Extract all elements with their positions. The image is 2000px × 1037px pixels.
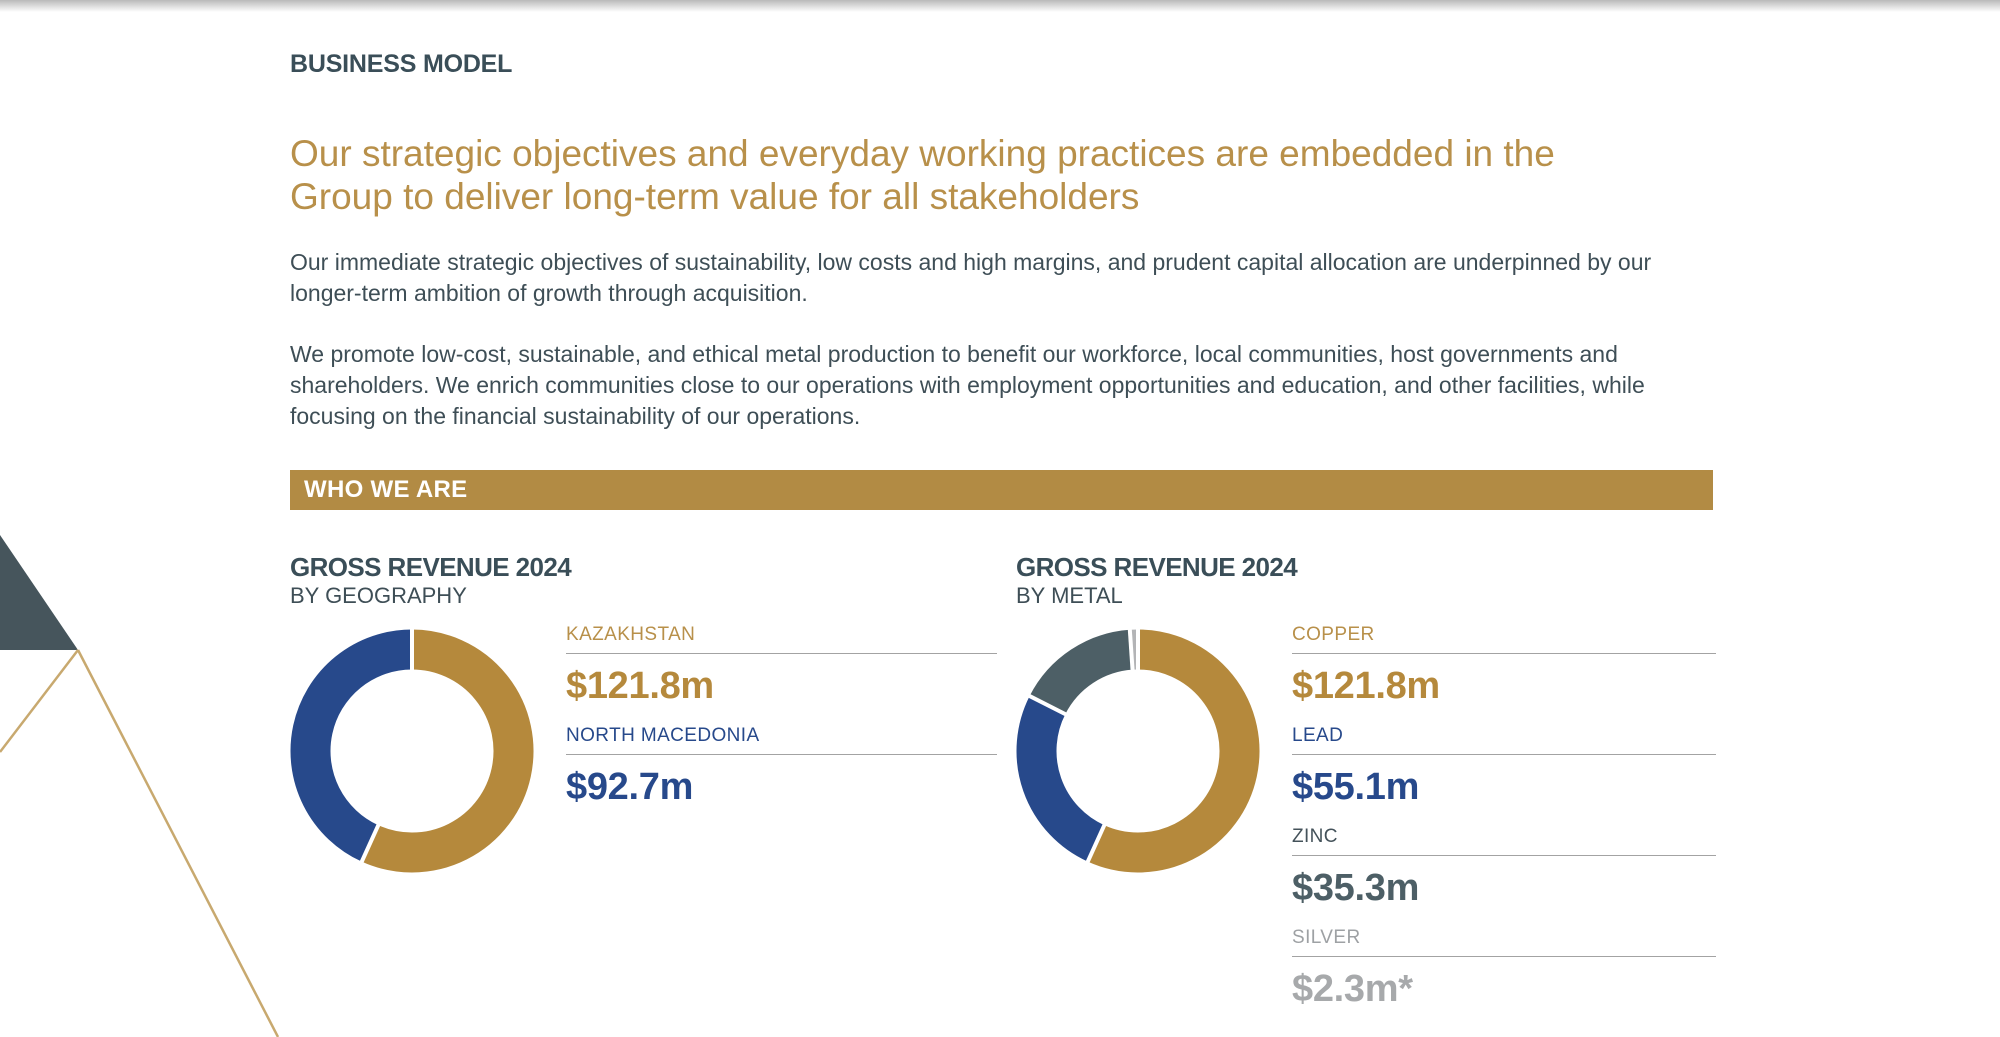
donut-segment-copper [1096, 650, 1239, 853]
legend-value: $121.8m [566, 665, 714, 707]
chart-title: GROSS REVENUE 2024 [1016, 552, 1298, 582]
donut-chart-svg [286, 625, 538, 877]
who-we-are-banner [290, 470, 1713, 510]
donut-by-metal [1012, 625, 1264, 877]
legend-by-geography [566, 623, 997, 825]
legend-label: COPPER [1292, 624, 1375, 645]
legend-rule [1292, 855, 1716, 856]
legend-label: ZINC [1292, 826, 1338, 847]
legend-value: $55.1m [1292, 766, 1420, 808]
page-title-line2: Group to deliver long-term value for all stakeholders [290, 176, 1140, 217]
legend-rule [1292, 956, 1716, 957]
chart-gross-revenue-by-metal [1016, 553, 1716, 1033]
legend-row-silver [1292, 926, 1716, 1011]
legend-value: $92.7m [566, 766, 694, 808]
who-we-are-banner-label: WHO WE ARE [304, 476, 468, 503]
section-eyebrow: BUSINESS MODEL [290, 50, 513, 78]
legend-row-copper [1292, 623, 1716, 708]
chart-subtitle: BY GEOGRAPHY [290, 583, 467, 608]
decorative-shapes [0, 0, 320, 1037]
legend-label: SILVER [1292, 927, 1361, 948]
legend-label: LEAD [1292, 725, 1344, 746]
donut-segment-kazakhstan [370, 650, 513, 853]
legend-rule [1292, 754, 1716, 755]
intro-paragraph-2: We promote low-cost, sustainable, and ethical metal production to benefit our workforce, local communities, host governments and shareholders. We enrich communities close to our operations with employment opportunities and education, and other facilities, while focusing on the financial sustainability of our operations. [290, 341, 1645, 429]
legend-label: NORTH MACEDONIA [566, 725, 760, 746]
donut-by-geography [286, 625, 538, 877]
legend-rule [566, 754, 997, 755]
page-title-line1: Our strategic objectives and everyday working practices are embedded in the [290, 133, 1555, 174]
legend-row-north-macedonia [566, 724, 997, 809]
decor-gold-line-right [78, 650, 278, 1037]
legend-label: KAZAKHSTAN [566, 624, 696, 645]
chart-gross-revenue-by-geography [290, 553, 1002, 1033]
intro-paragraph-1: Our immediate strategic objectives of sustainability, low costs and high margins, and prudent capital allocation are underpinned by our longer-term ambition of growth through acquisition. [290, 249, 1652, 306]
page-title [290, 132, 1730, 218]
legend-rule [566, 653, 997, 654]
legend-row-zinc [1292, 825, 1716, 910]
main-content [290, 0, 1730, 510]
chart-subtitle: BY METAL [1016, 583, 1123, 608]
decor-gold-line-left [0, 650, 78, 752]
legend-value: $2.3m* [1292, 968, 1413, 1010]
donut-segment-zinc [1047, 650, 1131, 705]
legend-rule [1292, 653, 1716, 654]
donut-segment-north-macedonia [310, 650, 412, 844]
chart-title: GROSS REVENUE 2024 [290, 552, 572, 582]
donut-chart-svg [1012, 625, 1264, 877]
legend-by-metal [1292, 623, 1716, 1027]
donut-segment-lead [1037, 705, 1097, 843]
legend-row-lead [1292, 724, 1716, 809]
legend-value: $121.8m [1292, 665, 1440, 707]
decor-triangle [0, 535, 78, 650]
legend-row-kazakhstan [566, 623, 997, 708]
legend-value: $35.3m [1292, 867, 1420, 909]
